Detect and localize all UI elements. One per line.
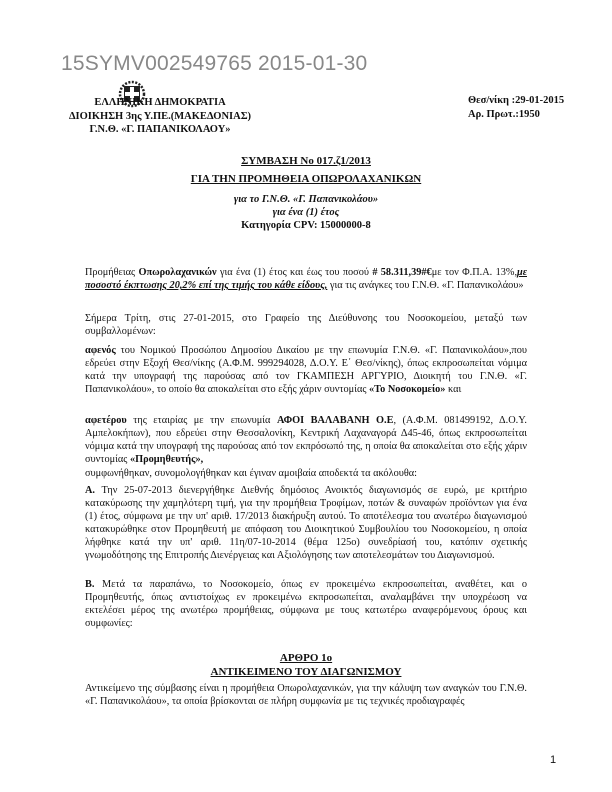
header-line: ΕΛΛΗΝΙΚΗ ΔΗΜΟΚΡΑΤΙΑ: [94, 97, 226, 108]
text: του Νομικού Προσώπου Δημοσίου Δικαίου με την επωνυμία Γ.Ν.Θ. «Γ. Παπανικολάου»,που εδρεύει στην Εξοχή Θεσ/νίκης (Α.Φ.Μ. 999294028, Δ.Ο.Υ. Ε΄ Θεσ/νίκης), όπως εκπροσωπείται νόμιμα κατά την υπογραφή της παρούσας από τον ΓΚΑΜΠΕΣΗ ΑΡΓΥΡΙΟ, Διοικητή του Γ.Ν.Θ. «Γ. Παπανικολάου», το οποίο θα αποκαλείται στο εξής χάριν συντομίας: [85, 345, 527, 395]
article-text: Αντικείμενο της σύμβασης είναι η προμήθεια Οπωρολαχανικών, για την κάλυψη των αναγκών του Γ.Ν.Θ. «Γ. Παπανικολάου», τα οποία βρίσκονται σε πλήρη συμφωνία με τις τεχνικές προδιαγραφές: [85, 683, 527, 707]
text: ΑΦΟΙ ΒΑΛΑΒΑΝΗ Ο.Ε: [276, 415, 394, 426]
date-block: [468, 94, 564, 122]
issuer-header: [60, 96, 260, 137]
text: και: [445, 384, 462, 395]
protocol-number: Αρ. Πρωτ.:1950: [468, 109, 540, 120]
text: για ένα (1) έτος και έως του ποσού: [216, 267, 373, 278]
paragraph-date: Σήμερα Τρίτη, στις 27-01-2015, στο Γραφείο της Διεύθυνσης του Νοσοκομείου, μεταξύ των συμβαλλομένων:: [85, 313, 527, 337]
paragraph-a: [85, 484, 527, 562]
text: , (Α.Φ.Μ. 081499192, Δ.Ο.Υ. Αμπελοκήπων), που εδρεύει στην Θεσσαλονίκη, Κεντρική Λαχαναγορά Δ45-46, όπως εκπροσωπείται νόμιμα κατά την υπογραφή της παρούσας από τον εκπρόσωπό της, η οποία θα αποκαλείται στο εξής χάριν συντομίας: [85, 415, 527, 465]
text: αφενός: [85, 345, 116, 356]
text: της εταιρίας με την επωνυμία: [126, 415, 277, 426]
text: για τις ανάγκες του Γ.Ν.Θ. «Γ. Παπανικολάου»: [327, 280, 524, 291]
discount: με ποσοστό έκπτωσης 20,2% επί της τιμής του κάθε είδους,: [85, 267, 527, 291]
header-line: Γ.Ν.Θ. «Γ. ΠΑΠΑΝΙΚΟΛΑΟΥ»: [89, 124, 231, 135]
subtitle-block: [0, 193, 612, 232]
subtitle-line: Κατηγορία CPV: 15000000-8: [241, 220, 371, 231]
text: Μετά τα παραπάνω, το Νοσοκομείο, όπως εν προκειμένω εκπροσωπείται, αναθέτει, και ο Προμηθευτής, όπως αντιστοίχως εν προκειμένω εκπροσωπείται, αναλαμβάνει την υποχρέωση να εκτελέσει μέρος της ανωτέρω προμήθειας, σύμφωνα με τους κατωτέρω αναφερόμενους όρους και συμφωνίες:: [85, 579, 527, 629]
text: «Προμηθευτής»,: [129, 454, 204, 465]
text: αφετέρου: [85, 415, 127, 426]
article-subheading: ΑΝΤΙΚΕΙΜΕΝΟ ΤΟΥ ΔΙΑΓΩΝΙΣΜΟΥ: [210, 666, 402, 678]
subtitle-line: για ένα (1) έτος: [272, 207, 340, 218]
text: Προμήθειας: [85, 267, 139, 278]
text: «Το Νοσοκομείο»: [369, 384, 446, 395]
text: Την 25-07-2013 διενεργήθηκε Διεθνής δημόσιος Ανοικτός διαγωνισμός σε ευρώ, με κριτήριο κατακύρωσης την χαμηλότερη τιμή, για την προμήθεια Τροφίμων, ποτών & συναφών προϊόντων για ένα (1) έτος, σύμφωνα με την υπ' αριθ. 17/2013 διακήρυξη αυτού. Το αποτέλεσμα του ανωτέρω διαγωνισμού κατακυρώθηκε στον Προμηθευτή με απόφαση του Διοικητικού Συμβουλίου του Νοσοκομείου, η οποία λήφθηκε κατά την υπ' αριθ. 11η/07-10-2014 (θέμα 125ο) συνεδρίασή του, κατόπιν σχετικής γνωμοδότησης της Επιτροπής Διενέργειας και Αξιολόγησης των αποτελεσμάτων του Διαγωνισμού.: [85, 485, 527, 561]
article-heading: ΑΡΘΡΟ 1ο: [279, 652, 333, 664]
paragraph-b: [85, 578, 527, 630]
paragraph-intro: [85, 266, 527, 292]
page-number: 1: [550, 754, 557, 766]
paragraph-party-1: [85, 344, 527, 396]
header-line: ΔΙΟΙΚΗΣΗ 3ης Υ.ΠΕ.(ΜΑΚΕΔΟΝΙΑΣ): [68, 110, 252, 122]
paragraph-agreed: συμφωνήθηκαν, συνομολογήθηκαν και έγιναν αμοιβαία αποδεκτά τα ακόλουθα:: [85, 468, 418, 479]
amount: # 58.311,39#€: [372, 267, 432, 278]
text: Α.: [85, 485, 96, 496]
contract-subject: ΓΙΑ ΤΗΝ ΠΡΟΜΗΘΕΙΑ ΟΠΩΡΟΛΑΧΑΝΙΚΩΝ: [190, 173, 422, 185]
subtitle-line: για το Γ.Ν.Θ. «Γ. Παπανικολάου»: [233, 194, 379, 205]
watermark-id: 15SYMV002549765 2015-01-30: [61, 52, 368, 75]
text: Β.: [85, 579, 95, 590]
text: Οπωρολαχανικών: [138, 267, 217, 278]
document-date: Θεσ/νίκη :29-01-2015: [468, 95, 565, 106]
paragraph-party-2: [85, 414, 527, 466]
text: με τον Φ.Π.Α. 13%,: [431, 267, 518, 278]
contract-title: ΣΥΜΒΑΣΗ Νο 017.ζ1/2013: [241, 155, 371, 167]
